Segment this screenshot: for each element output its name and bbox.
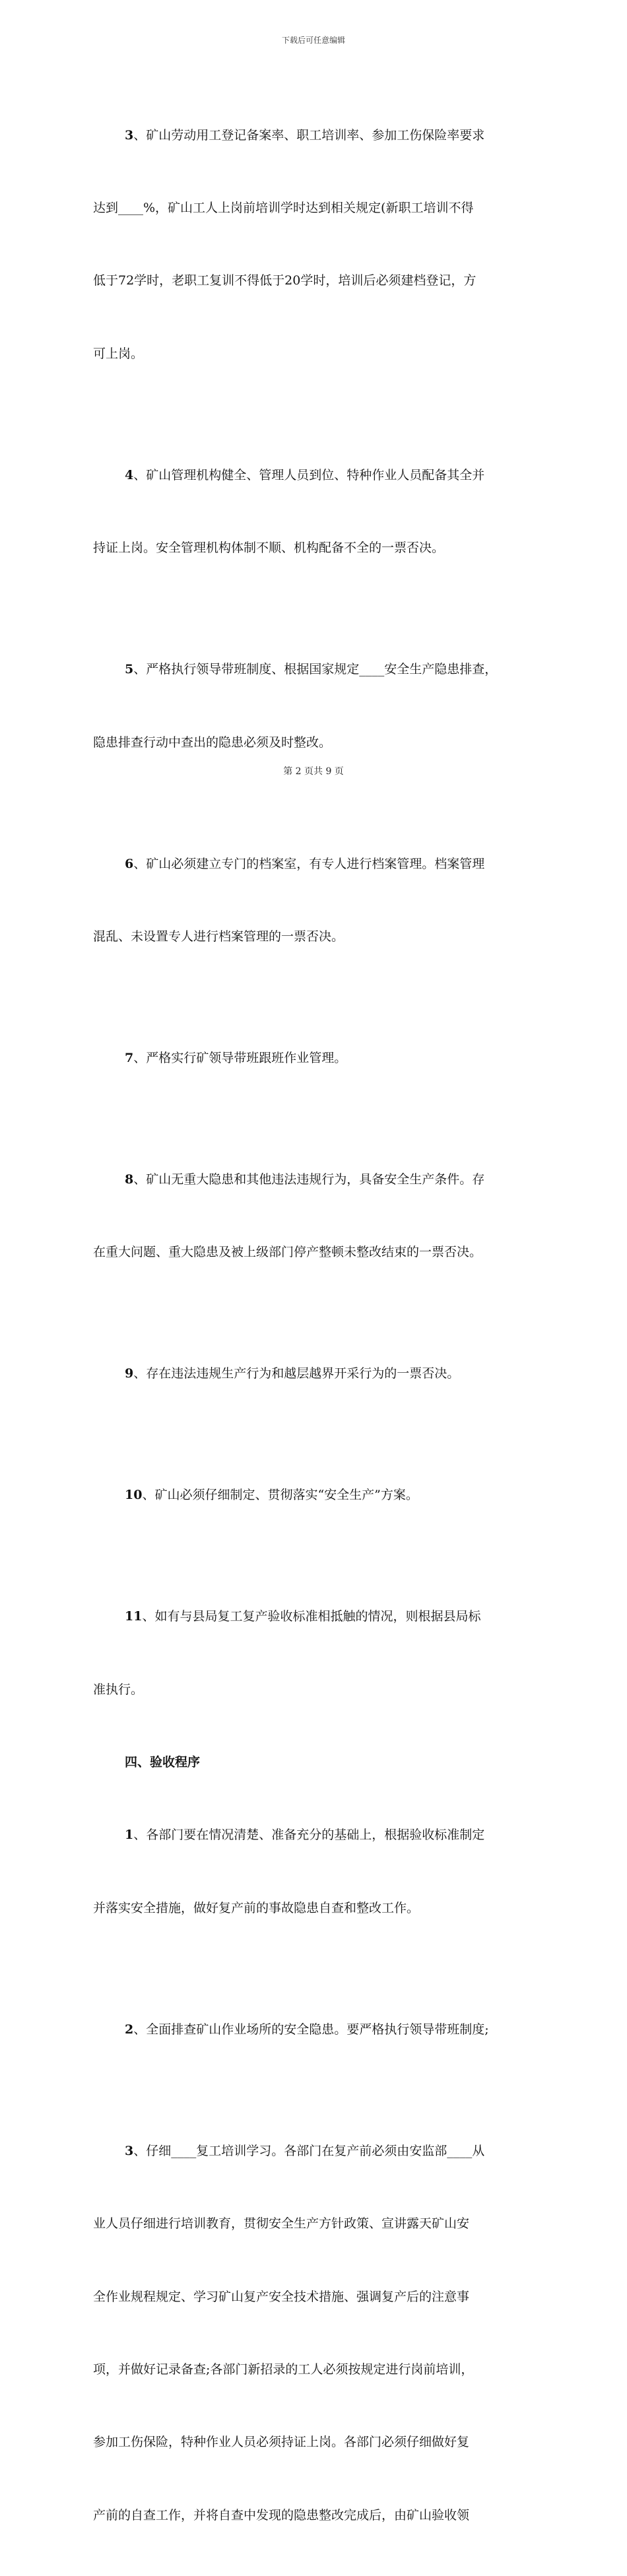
item-number: 6 — [125, 856, 134, 871]
list-item — [93, 414, 542, 609]
list-item — [93, 997, 542, 1119]
item-number: 4 — [125, 467, 134, 482]
list-item — [93, 1313, 542, 1435]
item-text: 业人员仔细进行培训教育，贯彻安全生产方针政策、宣讲露天矿山安 — [93, 2216, 470, 2231]
item-text: 参加工伤保险，特种作业人员必须持证上岗。各部门必须仔细做好复 — [93, 2435, 470, 2450]
item-number: 9 — [125, 1366, 134, 1381]
list-item — [93, 1435, 542, 1556]
item-text: 、矿山管理机构健全、管理人员到位、特种作业人员配备其全并 — [133, 467, 485, 482]
item-text: 项，并做好记录备查;各部门新招录的工人必须按规定进行岗前培训， — [93, 2361, 474, 2377]
item-text: 、全面排查矿山作业场所的安全隐患。要严格执行领导带班制度; — [133, 2022, 489, 2037]
item-text: 隐患排查行动中查出的隐患必须及时整改。 — [93, 735, 332, 750]
item-number: 5 — [125, 662, 134, 677]
page-footer: 第 2 页共 9 页 — [283, 766, 344, 777]
item-text: 、各部门要在情况清楚、准备充分的基础上，根据验收标准制定 — [133, 1828, 485, 1843]
list-item — [93, 1119, 542, 1313]
item-text: 全作业规程规定、学习矿山复产安全技术措施、强调复产后的注意事 — [93, 2289, 470, 2304]
list-item — [93, 1556, 542, 1750]
item-text: 可上岗。 — [93, 346, 144, 361]
item-text: 、矿山无重大隐患和其他违法违规行为，具备安全生产条件。存 — [133, 1172, 485, 1187]
item-text: 、矿山必须仔细制定、贯彻落实“安全生产”方案。 — [142, 1488, 418, 1503]
page-header: 下载后可任意编辑 — [281, 36, 345, 45]
item-number: 10 — [125, 1488, 143, 1503]
item-text: 达到____%，矿山工人上岗前培训学时达到相关规定(新职工培训不得 — [93, 200, 474, 215]
item-text: 、如有与县局复工复产验收标准相抵触的情况，则根据县局标 — [142, 1609, 481, 1624]
item-text: 低于72学时，老职工复训不得低于20学时，培训后必须建档登记，方 — [93, 273, 477, 288]
item-text: 、存在违法违规生产行为和越层越界开采行为的一票否决。 — [133, 1366, 460, 1381]
item-text: 、严格执行领导带班制度、根据国家规定____安全生产隐患排查， — [133, 662, 498, 677]
item-text: 持证上岗。安全管理机构体制不顺、机构配备不全的一票否决。 — [93, 541, 445, 556]
item-text: 产前的自查工作，并将自查中发现的隐患整改完成后，由矿山验收领 — [93, 2507, 470, 2523]
item-number: 3 — [125, 127, 134, 143]
document-body — [93, 75, 542, 2576]
item-number: 1 — [125, 1828, 134, 1843]
item-text: 、矿山必须建立专门的档案室，有专人进行档案管理。档案管理 — [133, 856, 485, 871]
item-text: 、矿山劳动用工登记备案率、职工培训率、参加工伤保险率要求 — [133, 127, 485, 143]
section-heading: 四、验收程序 — [125, 1754, 201, 1769]
list-item — [93, 803, 542, 997]
item-text: 、严格实行矿领导带班跟班作业管理。 — [133, 1050, 347, 1065]
item-text: 混乱、未设置专人进行档案管理的一票否决。 — [93, 929, 345, 944]
item-number: 11 — [125, 1609, 143, 1624]
item-number: 7 — [125, 1050, 134, 1065]
list-item — [93, 1775, 542, 1969]
item-text: 准执行。 — [93, 1682, 144, 1697]
item-number: 3 — [125, 2143, 134, 2158]
item-text: 在重大问题、重大隐患及被上级部门停产整顿未整改结束的一票否决。 — [93, 1245, 482, 1260]
list-item — [93, 1969, 542, 2090]
list-item — [93, 2090, 542, 2576]
item-text: 、仔细____复工培训学习。各部门在复产前必须由安监部____从 — [133, 2143, 485, 2158]
item-text: 并落实安全措施，做好复产前的事故隐患自查和整改工作。 — [93, 1900, 420, 1915]
item-number: 2 — [125, 2022, 134, 2037]
list-item — [93, 75, 542, 414]
item-number: 8 — [125, 1172, 134, 1187]
